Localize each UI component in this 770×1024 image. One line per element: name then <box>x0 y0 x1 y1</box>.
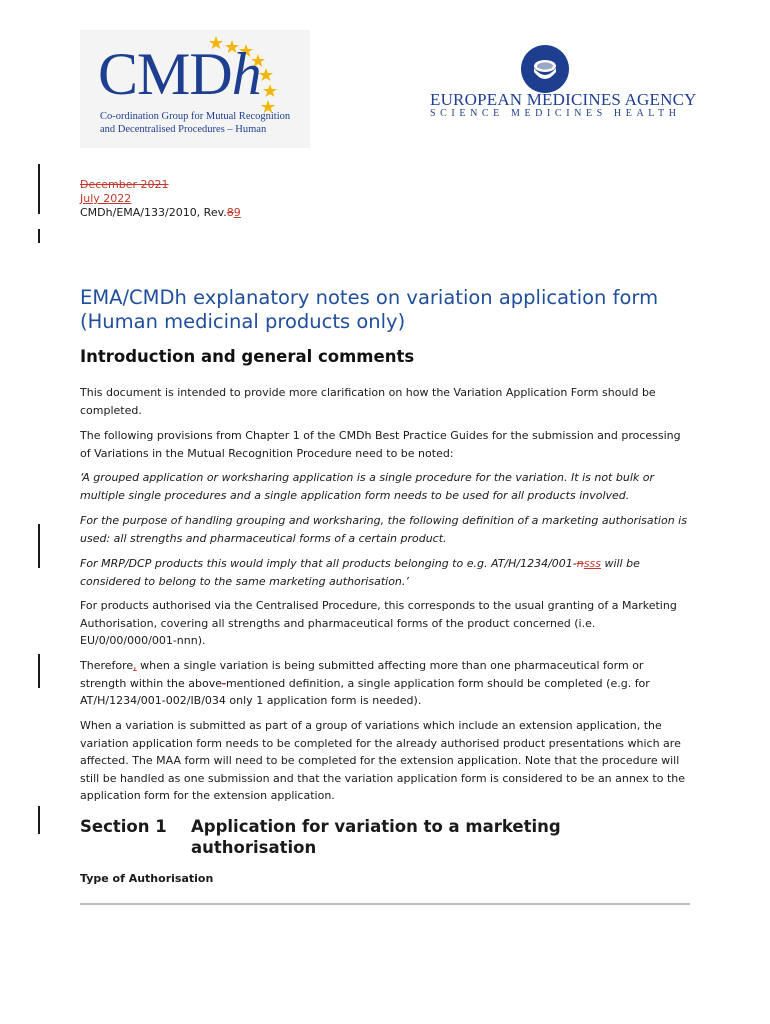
paragraph: This document is intended to provide more clarification on how the Variation Application Form should be completed. <box>80 386 656 417</box>
paragraph: When a variation is submitted as part of a group of variations which include an extension application, the variation application form needs to be completed for the already authorised product presentations which are affected. The MAA form will need to be completed for the extension application. Note that the procedure will still be handled as one submission and that the variation application form is considered to be an annex to the application form for the extension application. <box>80 719 686 802</box>
section-number: Section 1 <box>80 817 167 836</box>
quote-paragraph: For the purpose of handling grouping and worksharing, the following definition of a marketing authorisation is used: all strengths and pharmaceutical forms of a certain product. <box>80 514 687 545</box>
change-bar <box>38 164 40 214</box>
quote-paragraph: ‘A grouped application or worksharing application is a single procedure for the variation. It is not bulk or multiple single procedures and a single application form needs to be used for all products involved. <box>80 471 654 502</box>
ema-emblem-icon <box>520 44 570 94</box>
intro-heading: Introduction and general comments <box>80 347 415 366</box>
paragraph: Therefore, when a single variation is being submitted affecting more than one pharmaceutical form or strength within the above-mentioned definition, a single application form should be completed (e.g. for AT/H/1234/001-002/IB/034 only 1 application form is needed). <box>80 659 650 707</box>
change-bar <box>38 806 40 834</box>
paragraph: The following provisions from Chapter 1 of the CMDh Best Practice Guides for the submission and processing of Variations in the Mutual Recognition Procedure need to be noted: <box>80 429 681 460</box>
document-reference: CMDh/EMA/133/2010, Rev.89 <box>80 206 241 219</box>
cmdh-wordmark: CMDh <box>98 41 261 107</box>
change-bar <box>38 524 40 568</box>
cmdh-logo <box>80 30 310 148</box>
divider <box>80 903 690 905</box>
section-title: Application for variation to a marketing authorisation <box>191 817 561 857</box>
page-title: EMA/CMDh explanatory notes on variation application form (Human medicinal products only) <box>80 286 659 333</box>
new-date: July 2022 <box>80 192 132 205</box>
ema-name: EUROPEAN MEDICINES AGENCY <box>430 90 697 109</box>
change-bar <box>38 654 40 688</box>
change-bar <box>38 229 40 243</box>
paragraph: For products authorised via the Centralised Procedure, this corresponds to the usual granting of a Marketing Authorisation, covering all strengths and pharmaceutical forms of the product concerned (i.e. EU/0/00/000/001-nnn). <box>80 599 677 647</box>
cmdh-subtitle: Co-ordination Group for Mutual Recognition and Decentralised Procedures – Human <box>100 111 291 135</box>
quote-paragraph: For MRP/DCP products this would imply that all products belonging to e.g. AT/H/1234/001-nsss will be considered to belong to the same marketing authorisation.’ <box>80 557 640 588</box>
ema-tagline: SCIENCE MEDICINES HEALTH <box>430 108 681 119</box>
old-date: December 2021 <box>80 178 169 191</box>
type-of-authorisation-heading: Type of Authorisation <box>80 872 214 885</box>
